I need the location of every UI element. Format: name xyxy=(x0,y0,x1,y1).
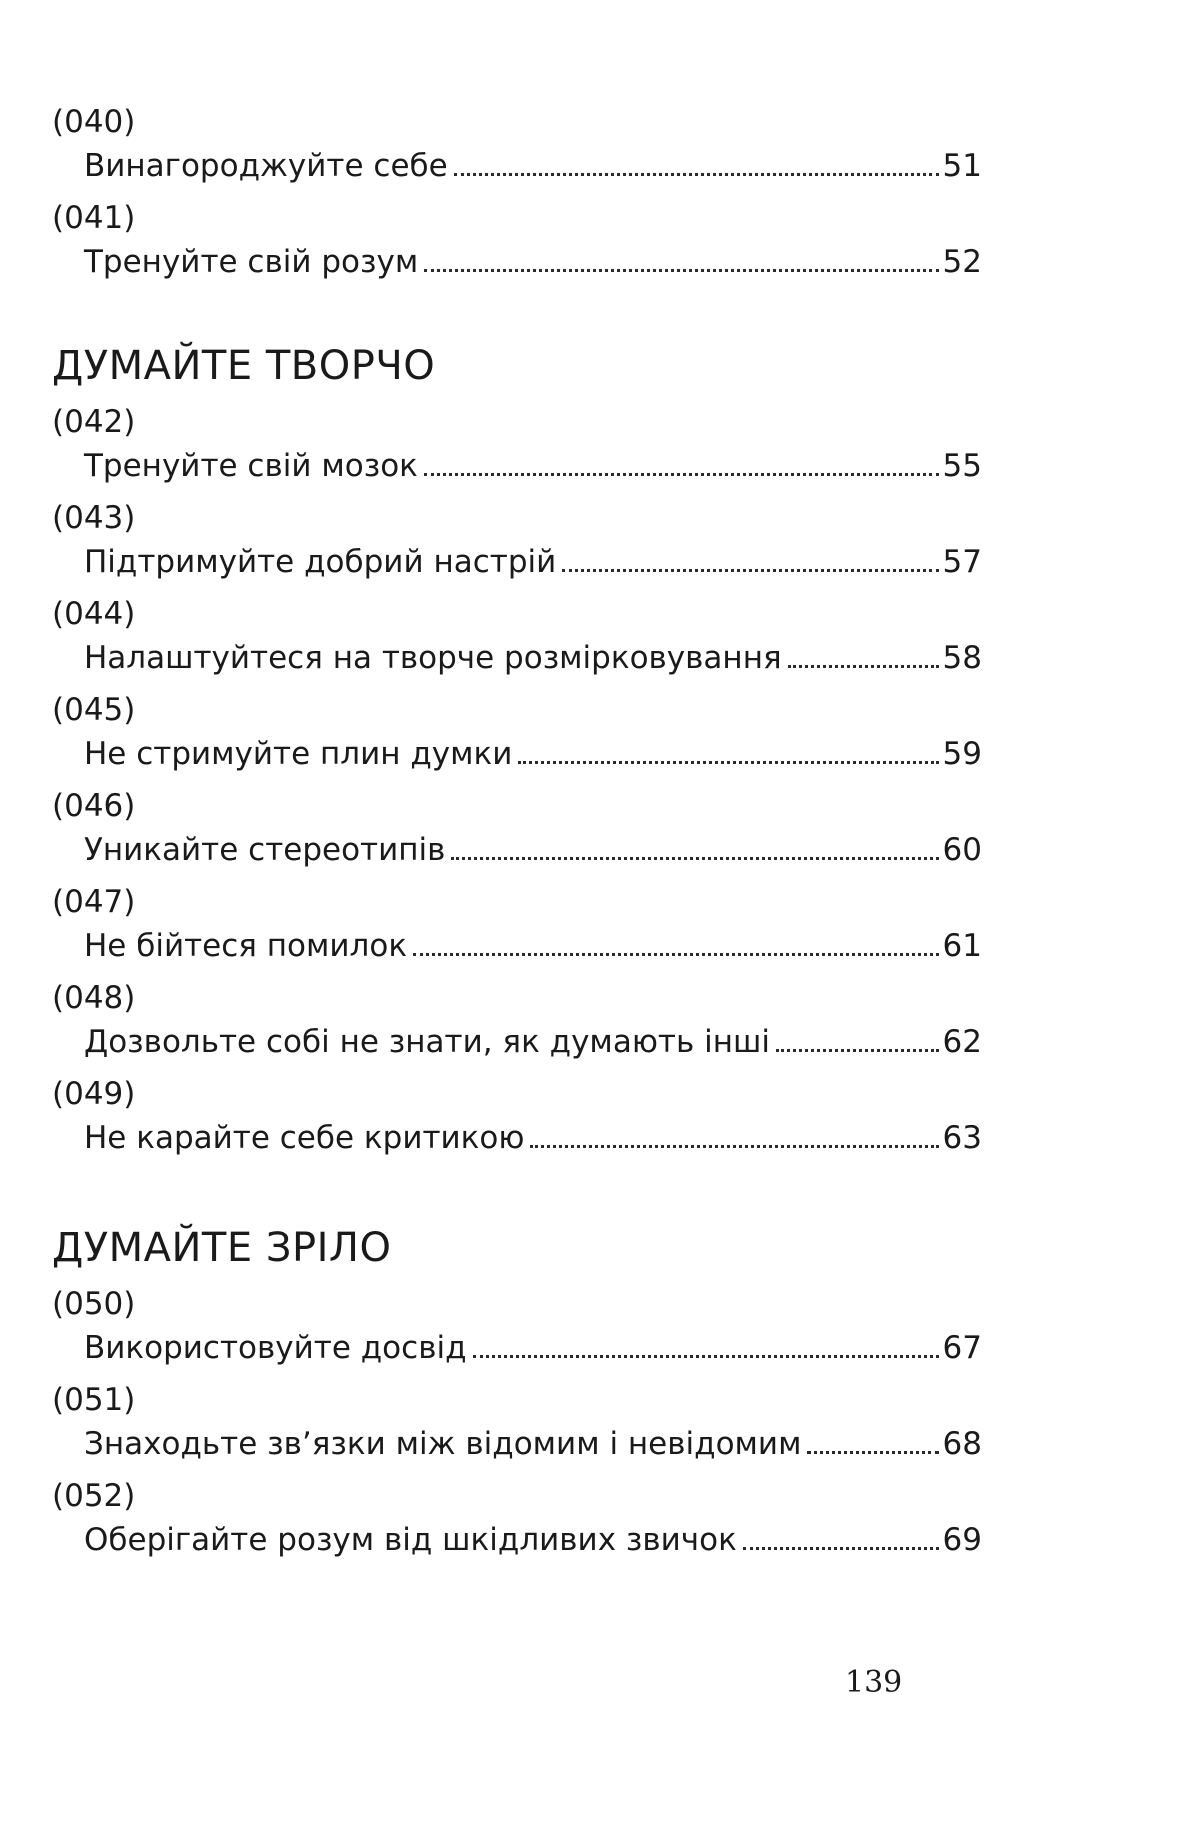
entry-title: Не стримуйте плин думки xyxy=(84,736,513,772)
dot-leader xyxy=(743,1547,939,1550)
dot-leader xyxy=(451,857,938,860)
entry-page: 67 xyxy=(942,1330,982,1366)
dot-leader xyxy=(424,269,938,272)
entry-page: 58 xyxy=(942,640,982,676)
entry-title: Винагороджуйте себе xyxy=(84,148,448,184)
toc-section-think-maturely xyxy=(52,1224,982,1562)
entry-page: 52 xyxy=(942,244,982,280)
dot-leader xyxy=(776,1049,939,1052)
table-of-contents xyxy=(52,100,982,1570)
entry-title: Підтримуйте добрий настрій xyxy=(84,544,557,580)
entry-title: Налаштуйтеся на творче розмірковування xyxy=(84,640,782,676)
toc-entry[interactable] xyxy=(52,688,982,776)
entry-line xyxy=(52,540,982,584)
entry-line xyxy=(52,1518,982,1562)
toc-entry[interactable] xyxy=(52,1282,982,1370)
dot-leader xyxy=(562,569,938,572)
entry-title: Тренуйте свій розум xyxy=(84,244,419,280)
entry-line xyxy=(52,1020,982,1064)
toc-entry[interactable] xyxy=(52,880,982,968)
entry-line xyxy=(52,1116,982,1160)
entry-number: (048) xyxy=(52,980,136,1016)
entry-page: 69 xyxy=(942,1522,982,1558)
entry-line xyxy=(52,924,982,968)
entry-number: (046) xyxy=(52,788,136,824)
entry-line xyxy=(52,240,982,284)
entry-line xyxy=(52,636,982,680)
dot-leader xyxy=(788,665,939,668)
dot-leader xyxy=(454,173,939,176)
dot-leader xyxy=(530,1145,938,1148)
dot-leader xyxy=(424,473,939,476)
entry-title: Не бійтеся помилок xyxy=(84,928,408,964)
entry-title: Уникайте стереотипів xyxy=(84,832,446,868)
section-title: ДУМАЙТЕ ТВОРЧО xyxy=(52,343,436,389)
entry-page: 60 xyxy=(942,832,982,868)
toc-entry[interactable] xyxy=(52,100,982,188)
entry-number: (044) xyxy=(52,596,136,632)
toc-entry[interactable] xyxy=(52,1072,982,1160)
entry-number: (042) xyxy=(52,404,136,440)
entry-page: 59 xyxy=(942,736,982,772)
toc-entry[interactable] xyxy=(52,496,982,584)
toc-entry[interactable] xyxy=(52,592,982,680)
entry-line xyxy=(52,732,982,776)
dot-leader xyxy=(807,1451,938,1454)
entry-number: (043) xyxy=(52,500,136,536)
entry-title: Дозвольте собі не знати, як думають інші xyxy=(84,1024,770,1060)
dot-leader xyxy=(518,761,938,764)
entry-line xyxy=(52,1326,982,1370)
toc-entry[interactable] xyxy=(52,976,982,1064)
entry-page: 57 xyxy=(942,544,982,580)
entry-number: (047) xyxy=(52,884,136,920)
entry-line xyxy=(52,144,982,188)
dot-leader xyxy=(473,1355,939,1358)
toc-entry[interactable] xyxy=(52,784,982,872)
entry-number: (051) xyxy=(52,1382,136,1418)
toc-section-think-creatively xyxy=(52,342,982,1160)
entry-page: 61 xyxy=(942,928,982,964)
entry-title: Використовуйте досвід xyxy=(84,1330,467,1366)
toc-entry[interactable] xyxy=(52,400,982,488)
entry-title: Знаходьте зв’язки між відомим і невідомим xyxy=(84,1426,802,1462)
entry-number: (050) xyxy=(52,1286,136,1322)
entry-page: 63 xyxy=(942,1120,982,1156)
entry-number: (049) xyxy=(52,1076,136,1112)
toc-entry[interactable] xyxy=(52,1378,982,1466)
entry-page: 62 xyxy=(942,1024,982,1060)
entry-number: (040) xyxy=(52,104,136,140)
entry-title: Не карайте себе критикою xyxy=(84,1120,525,1156)
entry-line xyxy=(52,828,982,872)
toc-entry[interactable] xyxy=(52,1474,982,1562)
entry-line xyxy=(52,444,982,488)
entry-page: 51 xyxy=(942,148,982,184)
entry-page: 55 xyxy=(942,448,982,484)
entry-number: (052) xyxy=(52,1478,136,1514)
entry-number: (041) xyxy=(52,200,136,236)
entry-number: (045) xyxy=(52,692,136,728)
toc-entry[interactable] xyxy=(52,196,982,284)
entry-title: Тренуйте свій мозок xyxy=(84,448,418,484)
toc-section-continuation xyxy=(52,100,982,284)
section-title: ДУМАЙТЕ ЗРІЛО xyxy=(52,1225,392,1271)
entry-title: Оберігайте розум від шкідливих звичок xyxy=(84,1522,737,1558)
entry-page: 68 xyxy=(942,1426,982,1462)
entry-line xyxy=(52,1422,982,1466)
page-number: 139 xyxy=(845,1665,903,1700)
dot-leader xyxy=(413,953,938,956)
